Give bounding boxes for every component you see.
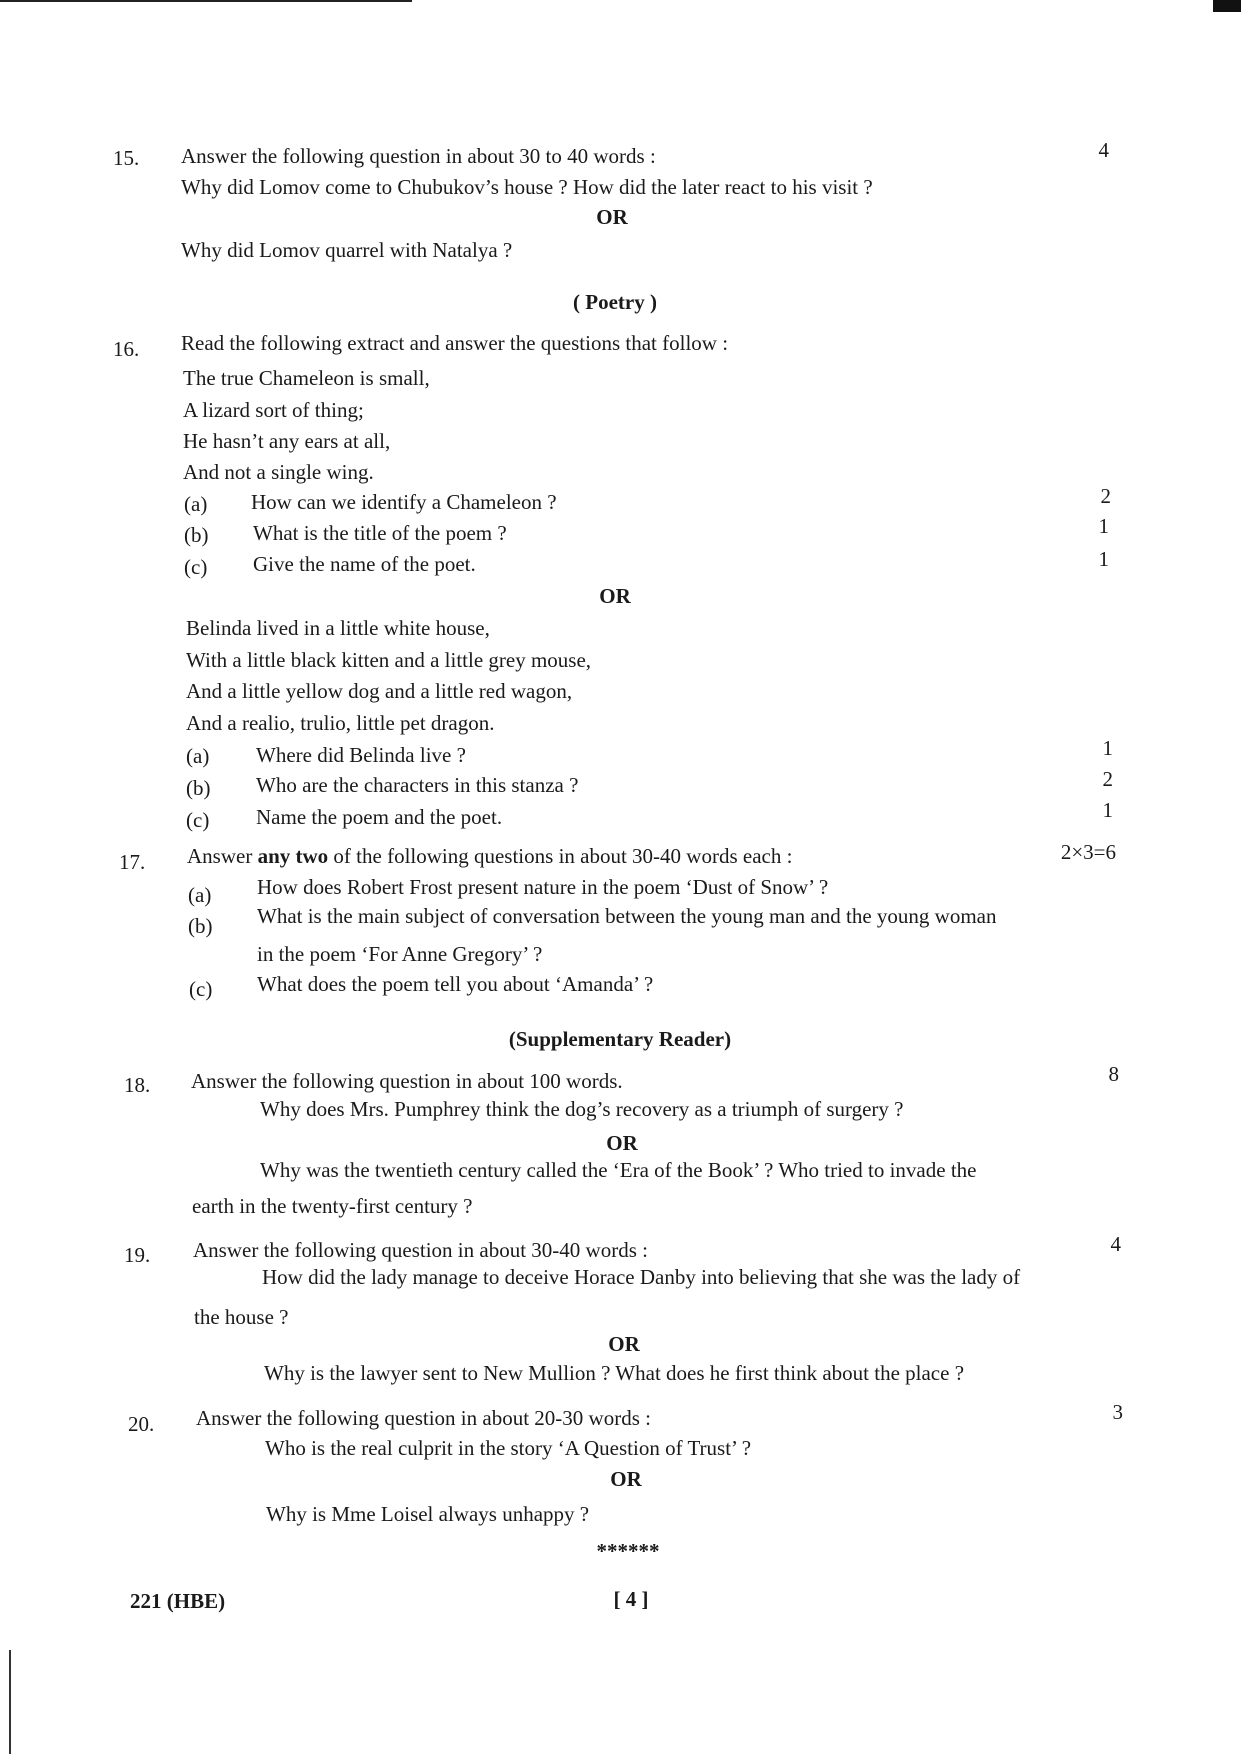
part-label: (a): [186, 744, 210, 768]
stanza-line: The true Chameleon is small,: [183, 366, 430, 390]
question-text: Why did Lomov come to Chubukov’s house ? How did the later react to his visit ?: [181, 175, 873, 199]
marks: 3: [1112, 1400, 1123, 1424]
part-text: Give the name of the poet.: [253, 552, 476, 576]
question-prompt: Answer the following question in about 100 words.: [191, 1069, 623, 1093]
question-number: 15.: [113, 146, 140, 170]
part-text: How can we identify a Chameleon ?: [251, 490, 557, 514]
page-number: [ 4 ]: [613, 1587, 649, 1611]
part-text: Where did Belinda live ?: [256, 743, 466, 767]
question-prompt: Read the following extract and answer the questions that follow :: [181, 331, 729, 355]
part-text: What is the title of the poem ?: [253, 521, 507, 545]
question-number: 20.: [128, 1412, 155, 1436]
part-label: (c): [184, 555, 208, 579]
part-label: (c): [186, 808, 210, 832]
stanza-line: And a realio, trulio, little pet dragon.: [186, 711, 495, 735]
marks: 1: [1102, 798, 1113, 822]
stanza-line: Belinda lived in a little white house,: [186, 616, 490, 640]
alternative-question: Why did Lomov quarrel with Natalya ?: [181, 238, 513, 262]
stanza-line: With a little black kitten and a little grey mouse,: [186, 648, 592, 672]
stanza-line: And a little yellow dog and a little red wagon,: [186, 679, 573, 703]
alternative-question-cont: earth in the twenty-first century ?: [192, 1194, 473, 1218]
alternative-question: Why is the lawyer sent to New Mullion ? What does he first think about the place ?: [264, 1361, 965, 1385]
alternative-question: Why was the twentieth century called the ‘Era of the Book’ ? Who tried to invade the: [260, 1158, 977, 1182]
part-text: Name the poem and the poet.: [256, 805, 503, 829]
stanza-line: And not a single wing.: [183, 460, 374, 484]
part-label: (b): [188, 914, 213, 938]
marks: 4: [1110, 1232, 1121, 1256]
question-number: 19.: [124, 1243, 151, 1267]
question-prompt: Answer any two of the following questions in about 30-40 words each :: [187, 844, 793, 868]
question-prompt: Answer the following question in about 30-40 words :: [193, 1238, 648, 1262]
marks: 2: [1100, 484, 1111, 508]
paper-code: 221 (HBE): [130, 1589, 226, 1613]
marks: 1: [1098, 514, 1109, 538]
part-label: (a): [184, 492, 208, 516]
part-text: in the poem ‘For Anne Gregory’ ?: [257, 942, 543, 966]
question-number: 18.: [124, 1073, 151, 1097]
question-number: 16.: [113, 337, 140, 361]
or-separator: OR: [606, 1131, 638, 1155]
question-text: Who is the real culprit in the story ‘A Question of Trust’ ?: [265, 1436, 752, 1460]
question-text: Why does Mrs. Pumphrey think the dog’s recovery as a triumph of surgery ?: [260, 1097, 904, 1121]
part-text: How does Robert Frost present nature in the poem ‘Dust of Snow’ ?: [257, 875, 829, 899]
stanza-line: He hasn’t any ears at all,: [183, 429, 391, 453]
stanza-line: A lizard sort of thing;: [183, 398, 364, 422]
marks: 2: [1102, 767, 1113, 791]
question-prompt: Answer the following question in about 20-30 words :: [196, 1406, 651, 1430]
or-separator: OR: [596, 205, 628, 229]
question-text-cont: the house ?: [194, 1305, 289, 1329]
end-mark: ******: [596, 1539, 660, 1563]
part-label: (b): [186, 776, 211, 800]
alternative-question: Why is Mme Loisel always unhappy ?: [266, 1502, 590, 1526]
marks: 4: [1098, 138, 1109, 162]
top-rule: [0, 0, 412, 2]
part-text: Who are the characters in this stanza ?: [256, 773, 579, 797]
marks: 1: [1102, 736, 1113, 760]
marks: 8: [1108, 1062, 1119, 1086]
or-separator: OR: [610, 1467, 642, 1491]
part-label: (b): [184, 523, 209, 547]
marks: 2×3=6: [1060, 840, 1116, 864]
margin-line: [9, 1650, 11, 1754]
question-number: 17.: [119, 850, 146, 874]
section-heading-supplementary: (Supplementary Reader): [508, 1027, 732, 1051]
corner-mark: [1213, 0, 1241, 12]
part-text: What is the main subject of conversation between the young man and the young woman: [257, 904, 997, 928]
or-separator: OR: [599, 584, 631, 608]
question-prompt: Answer the following question in about 30 to 40 words :: [181, 144, 656, 168]
part-label: (c): [189, 977, 213, 1001]
part-text: What does the poem tell you about ‘Amanda’ ?: [257, 972, 654, 996]
marks: 1: [1098, 547, 1109, 571]
part-label: (a): [188, 883, 212, 907]
question-text: How did the lady manage to deceive Horace Danby into believing that she was the lady of: [262, 1265, 1021, 1289]
or-separator: OR: [608, 1332, 640, 1356]
section-heading-poetry: ( Poetry ): [573, 290, 657, 314]
